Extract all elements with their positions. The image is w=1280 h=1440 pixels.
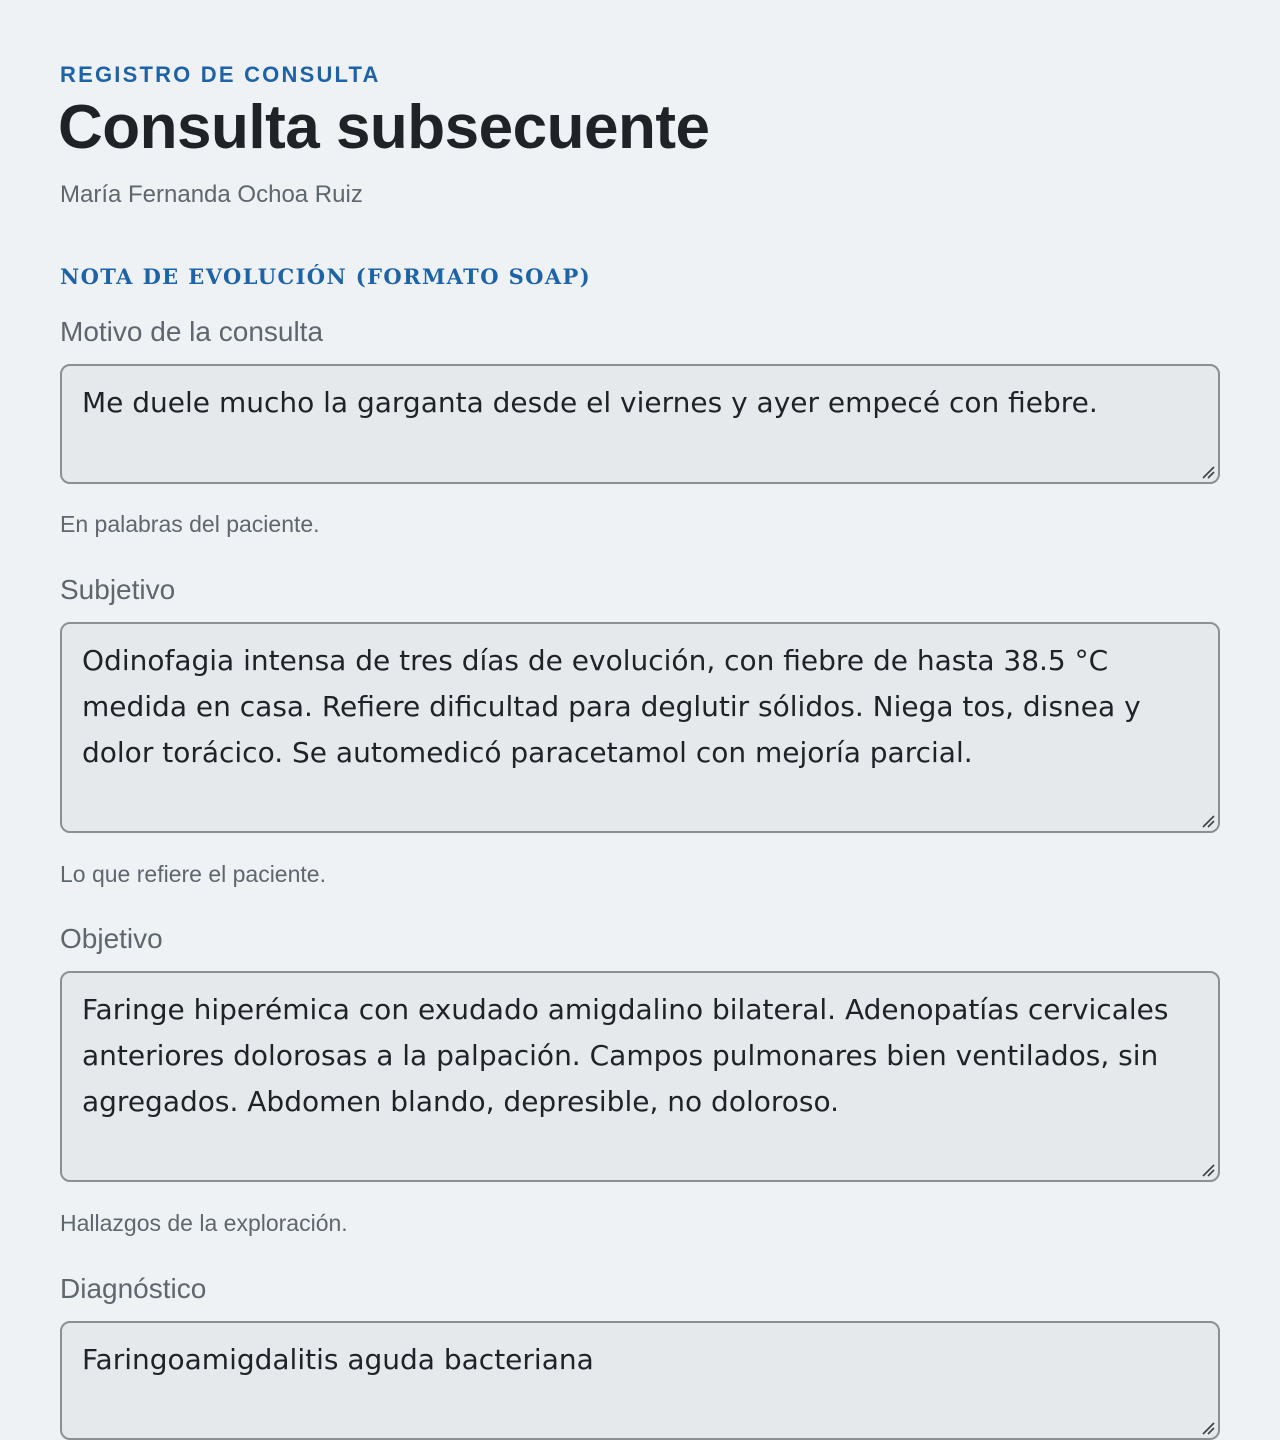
page-eyebrow: REGISTRO DE CONSULTA (60, 62, 381, 87)
objetivo-hint: Hallazgos de la exploración. (60, 1210, 348, 1236)
diagnostico-textarea[interactable] (60, 1321, 1220, 1440)
motivo-text: Me duele mucho la garganta desde el viernes y ayer empecé con fiebre. (82, 386, 1098, 419)
motivo-label: Motivo de la consulta (60, 316, 324, 347)
resize-handle-icon[interactable] (1201, 1421, 1215, 1435)
objetivo-text: Faringe hiperémica con exudado amigdalino bilateral. Adenopatías cervicales anteriores dolorosas a la palpación. Campos pulmonares bien ventilados, sin agregados. Abdomen blando, depresible, no doloroso. (82, 993, 1169, 1118)
objetivo-textarea[interactable] (60, 971, 1220, 1182)
objetivo-label: Objetivo (60, 923, 163, 954)
motivo-textarea[interactable] (60, 364, 1220, 484)
patient-name: María Fernanda Ochoa Ruiz (60, 181, 363, 208)
diagnostico-label: Diagnóstico (60, 1273, 207, 1304)
subjetivo-hint: Lo que refiere el paciente. (60, 861, 326, 887)
motivo-hint: En palabras del paciente. (60, 511, 320, 537)
subjetivo-label: Subjetivo (60, 574, 176, 605)
diagnostico-text: Faringoamigdalitis aguda bacteriana (82, 1343, 594, 1376)
resize-handle-icon[interactable] (1201, 465, 1215, 479)
subjetivo-text: Odinofagia intensa de tres días de evolución, con fiebre de hasta 38.5 °C medida en casa. Refiere dificultad para deglutir sólidos. Niega tos, disnea y dolor torácico. Se automedicó paracetamol con mejoría parcial. (82, 644, 1141, 769)
resize-handle-icon[interactable] (1201, 814, 1215, 828)
section-title-soap: NOTA DE EVOLUCIÓN (FORMATO SOAP) (60, 264, 592, 289)
page-title: Consulta subsecuente (58, 93, 710, 162)
subjetivo-textarea[interactable] (60, 622, 1220, 833)
resize-handle-icon[interactable] (1201, 1163, 1215, 1177)
